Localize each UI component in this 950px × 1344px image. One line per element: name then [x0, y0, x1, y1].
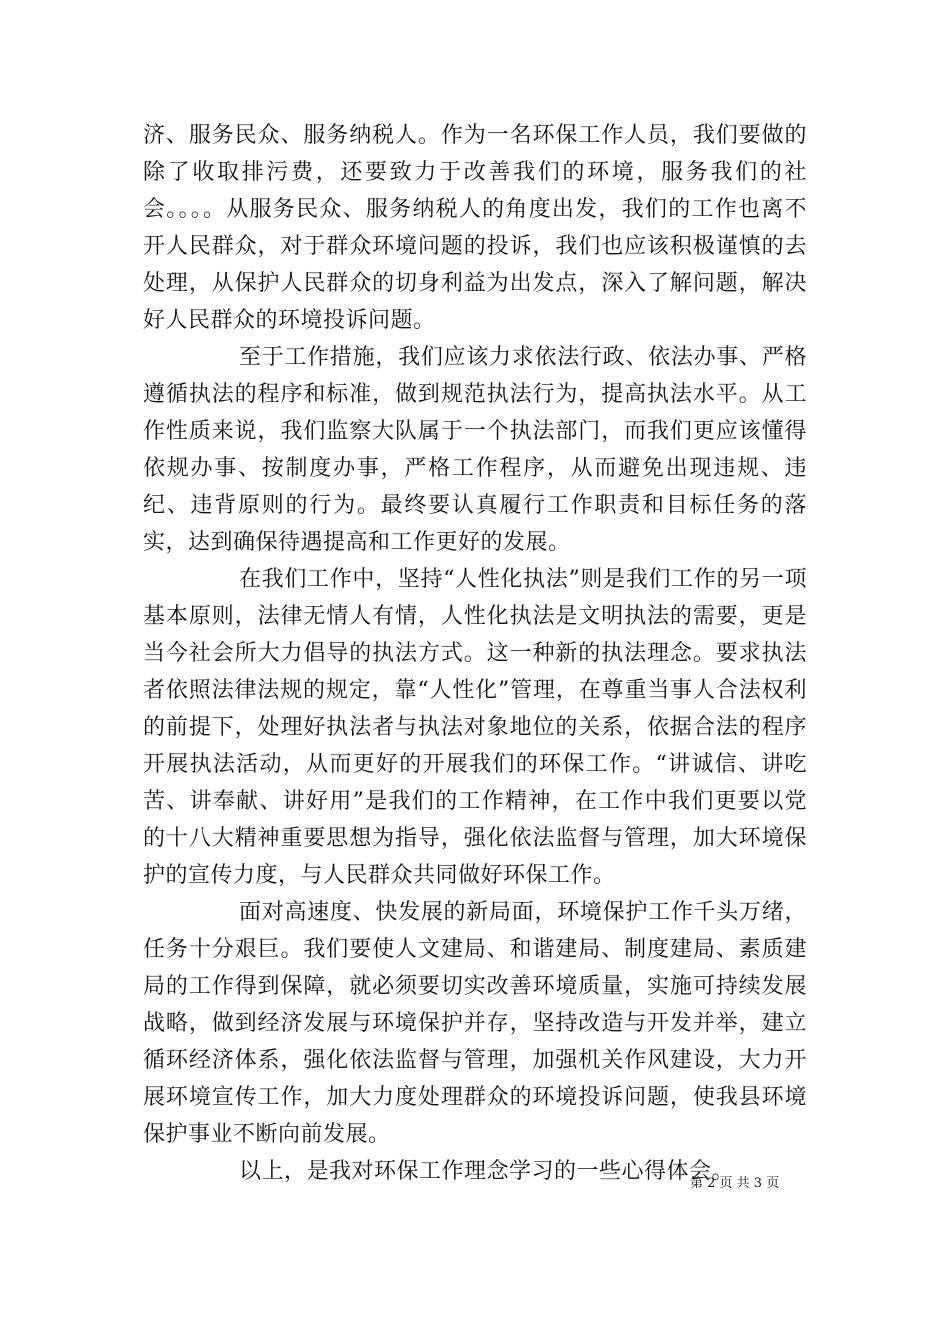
page-number-footer: 第 2 页 共 3 页 [690, 1176, 780, 1191]
paragraph-3: 在我们工作中，坚持“人性化执法”则是我们工作的另一项基本原则，法律无情人有情，人性化执法是文明执法的需要，更是当今社会所大力倡导的执法方式。这一种新的执法理念。要求执法者依照法律法规的规定，靠“人性化”管理，在尊重当事人合法权利的前提下，处理好执法者与执法对象地位的关系，依据合法的程序开展执法活动，从而更好的开展我们的环保工作。“讲诚信、讲吃苦、讲奉献、讲好用”是我们的工作精神，在工作中我们更要以党的十八大精神重要思想为指导，强化依法监督与管理，加大环境保护的宣传力度，与人民群众共同做好环保工作。 [143, 567, 807, 888]
document-body [143, 117, 807, 1190]
paragraph-5: 以上，是我对环保工作理念学习的一些心得体会。 [239, 1159, 735, 1184]
paragraph-4: 面对高速度、快发展的新局面，环境保护工作千头万绪，任务十分艰巨。我们要使人文建局、和谐建局、制度建局、素质建局的工作得到保障，就必须要切实改善环境质量，实施可持续发展战略，做到经济发展与环境保护并存，坚持改造与开发并举，建立循环经济体系，强化依法监督与管理，加强机关作风建设，大力开展环境宣传工作，加大力度处理群众的环境投诉问题，使我县环境保护事业不断向前发展。 [143, 900, 807, 1147]
paragraph-2: 至于工作措施，我们应该力求依法行政、依法办事、严格遵循执法的程序和标准，做到规范执法行为，提高执法水平。从工作性质来说，我们监察大队属于一个执法部门，而我们更应该懂得依规办事、按制度办事，严格工作程序，从而避免出现违规、违纪、违背原则的行为。最终要认真履行工作职责和目标任务的落实，达到确保待遇提高和工作更好的发展。 [143, 345, 807, 555]
paragraph-1: 济、服务民众、服务纳税人。作为一名环保工作人员，我们要做的除了收取排污费，还要致力于改善我们的环境，服务我们的社会。。。。从服务民众、服务纳税人的角度出发，我们的工作也离不开人民群众，对于群众环境问题的投诉，我们也应该积极谨慎的去处理，从保护人民群众的切身利益为出发点，深入了解问题，解决好人民群众的环境投诉问题。 [143, 123, 807, 333]
